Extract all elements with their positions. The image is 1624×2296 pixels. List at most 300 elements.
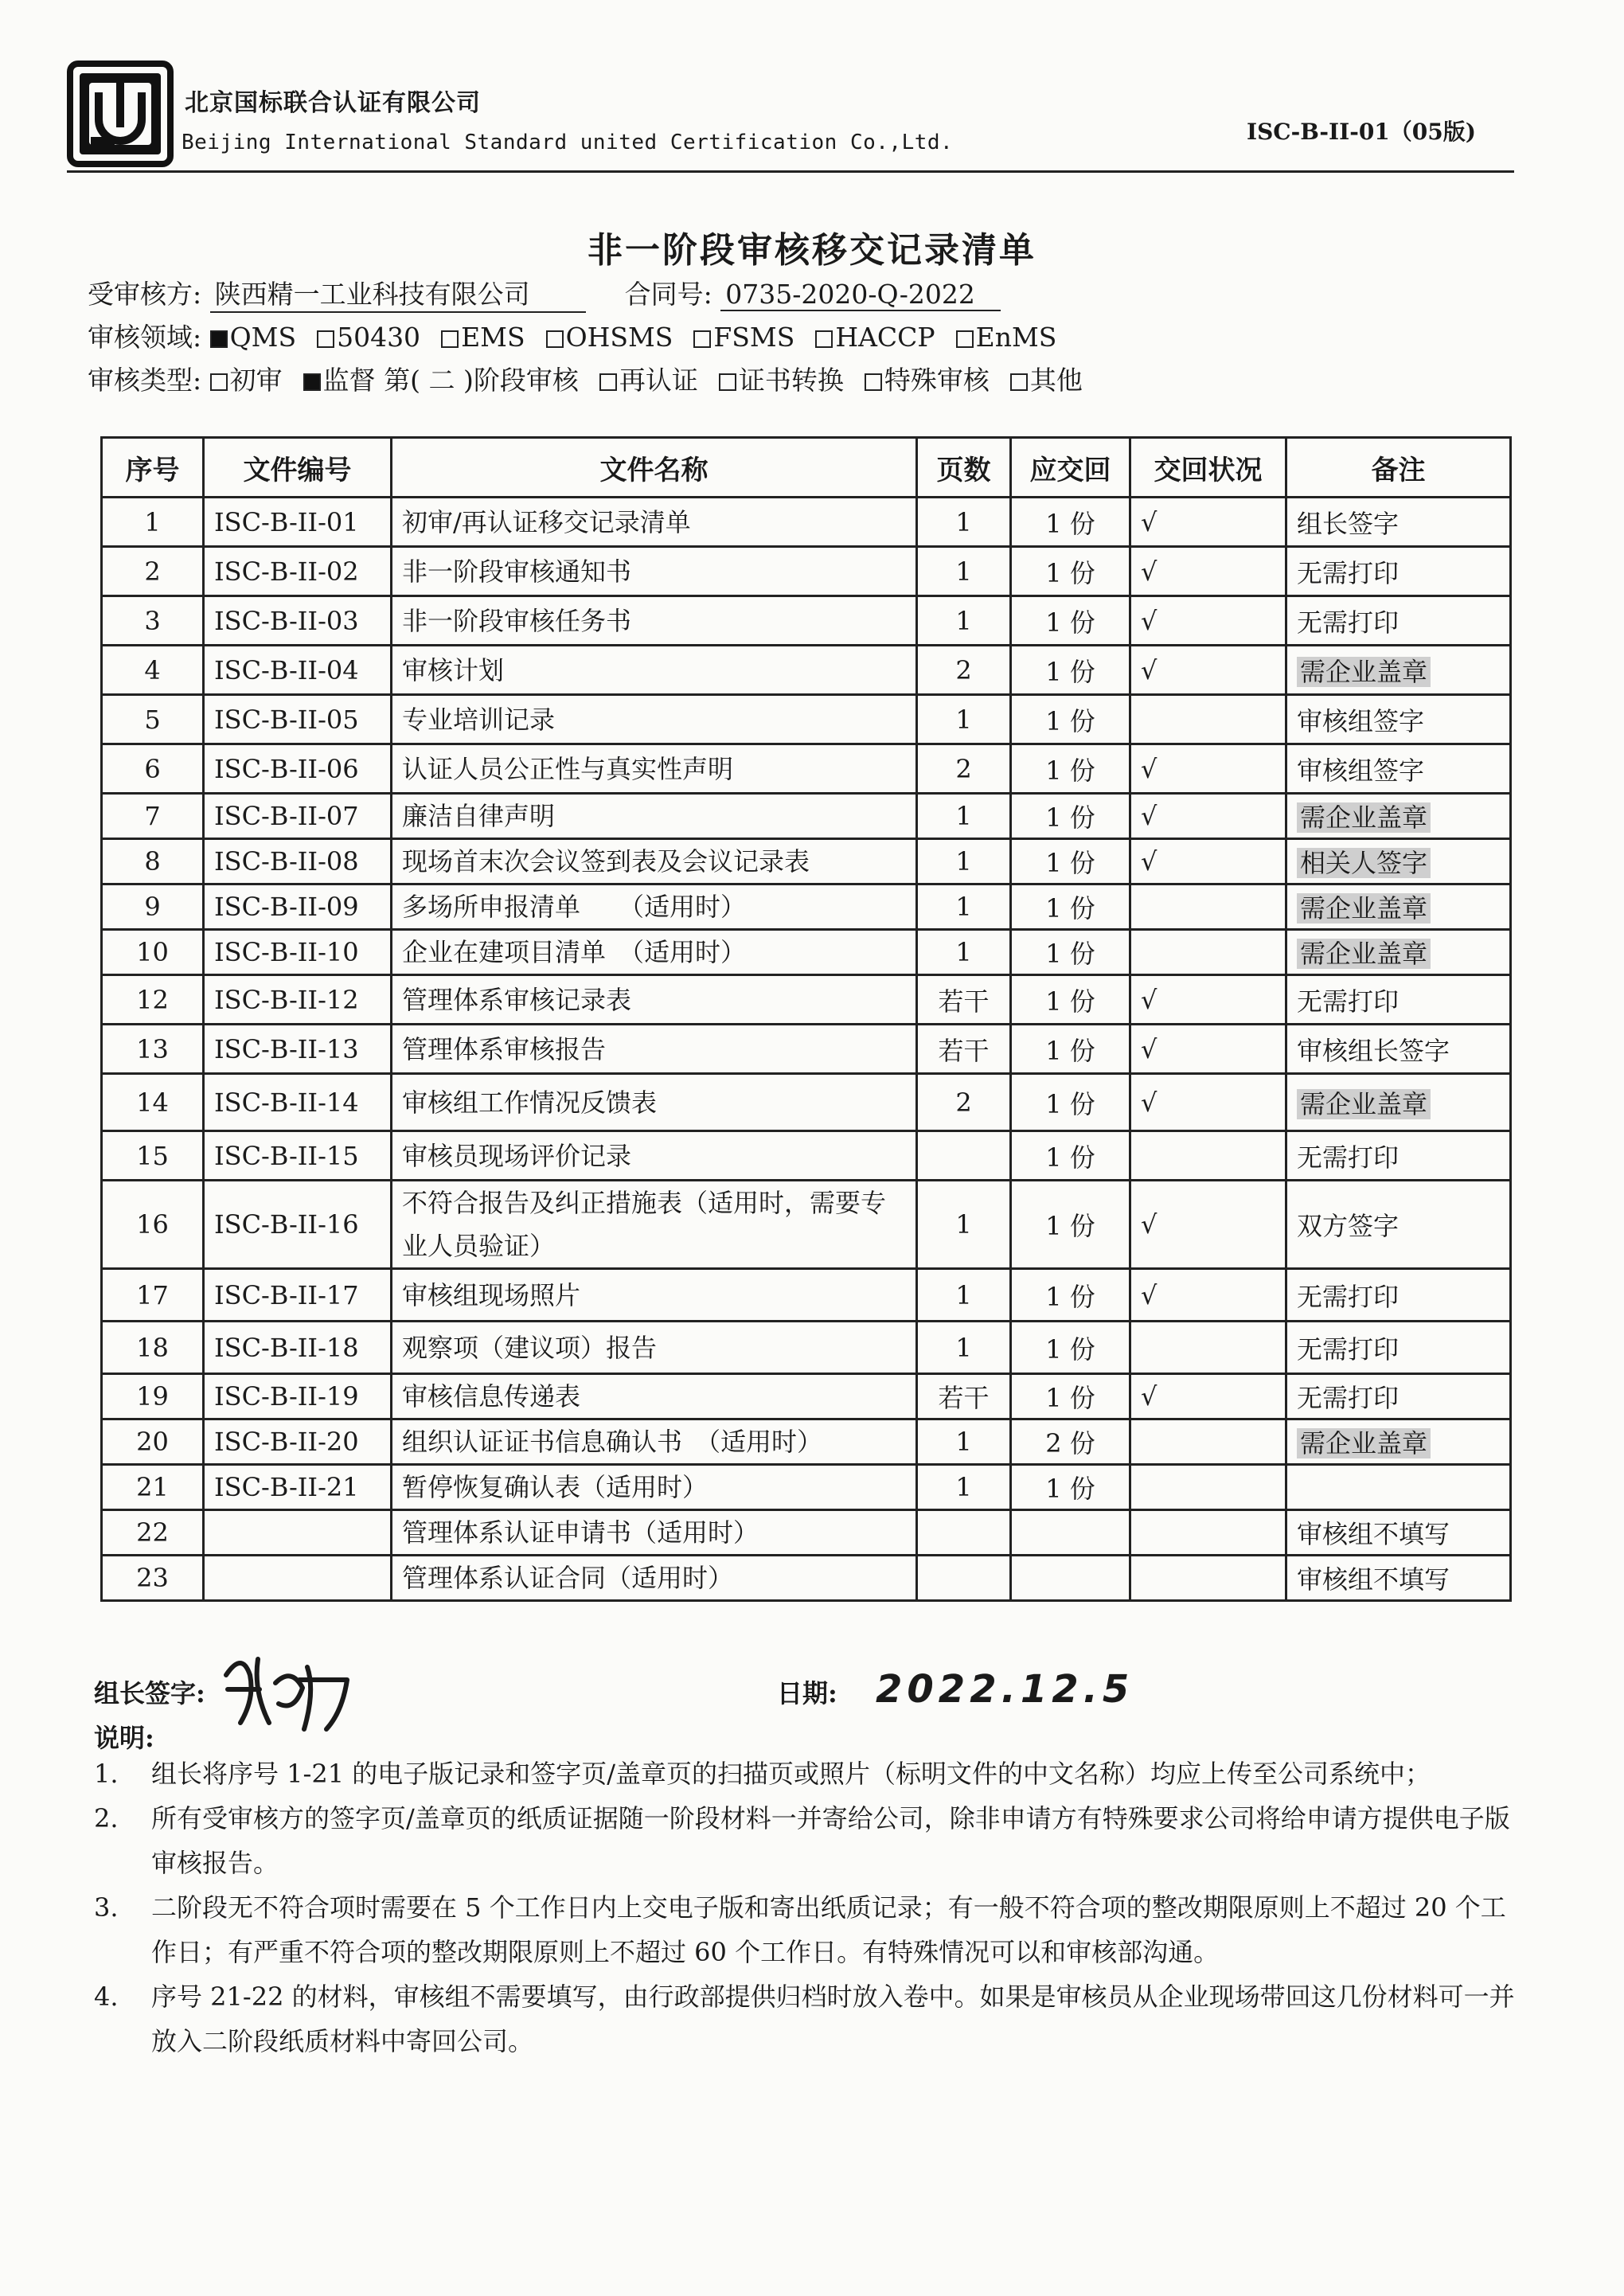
page-count: 1 bbox=[955, 556, 972, 587]
copies-due: 1 份 bbox=[1045, 1088, 1095, 1119]
row-number: 13 bbox=[136, 1033, 169, 1064]
remark-cell bbox=[1286, 1419, 1511, 1465]
remark-cell bbox=[1286, 596, 1511, 646]
checked-box-icon bbox=[210, 330, 228, 348]
remark-cell bbox=[1286, 839, 1511, 884]
copies-due-cell bbox=[1011, 646, 1130, 695]
file-code-cell bbox=[204, 547, 392, 596]
page-count-cell bbox=[917, 794, 1011, 839]
audit-domain-label: 审核领域: bbox=[88, 322, 202, 353]
audit-domain-option-label: HACCP bbox=[835, 322, 935, 353]
remark: 相关人签字 bbox=[1297, 848, 1431, 878]
page-count-cell bbox=[917, 1181, 1011, 1269]
file-code-cell bbox=[204, 1025, 392, 1074]
page-count-cell bbox=[917, 1556, 1011, 1601]
copies-due: 1 份 bbox=[1045, 986, 1095, 1017]
file-code: ISC-B-II-13 bbox=[214, 1033, 359, 1064]
row-number: 21 bbox=[136, 1472, 169, 1502]
audit-domain-option bbox=[693, 322, 794, 353]
table-row bbox=[102, 547, 1511, 596]
page-count-cell bbox=[917, 547, 1011, 596]
row-number-cell bbox=[102, 1181, 204, 1269]
return-status: √ bbox=[1141, 1087, 1157, 1118]
remark: 无需打印 bbox=[1297, 1383, 1400, 1413]
return-status: √ bbox=[1141, 1033, 1157, 1064]
page-count: 1 bbox=[955, 605, 972, 636]
file-code-cell bbox=[204, 1074, 392, 1131]
page-count: 1 bbox=[955, 1209, 972, 1240]
audit-domain-option bbox=[317, 322, 420, 353]
column-header: 序号 bbox=[102, 438, 204, 498]
row-number-cell bbox=[102, 1269, 204, 1322]
copies-due: 1 份 bbox=[1045, 802, 1095, 833]
row-number: 23 bbox=[136, 1563, 169, 1593]
audit-type-line bbox=[88, 360, 1103, 397]
table-row bbox=[102, 930, 1511, 975]
remark-cell bbox=[1286, 1510, 1511, 1556]
row-number-cell bbox=[102, 839, 204, 884]
copies-due-cell bbox=[1011, 498, 1130, 547]
remark-cell bbox=[1286, 1322, 1511, 1374]
file-name-cell bbox=[392, 744, 917, 794]
file-code: ISC-B-II-21 bbox=[214, 1472, 359, 1502]
company-logo bbox=[67, 61, 174, 167]
copies-due: 1 份 bbox=[1045, 656, 1095, 687]
file-name-cell bbox=[392, 1556, 917, 1601]
audit-domain-option bbox=[815, 322, 935, 353]
table-row bbox=[102, 1322, 1511, 1374]
return-status: √ bbox=[1141, 506, 1157, 537]
file-name: 管理体系认证申请书（适用时） bbox=[402, 1517, 759, 1548]
copies-due: 1 份 bbox=[1045, 1211, 1095, 1241]
page-count-cell bbox=[917, 1074, 1011, 1131]
remark-cell bbox=[1286, 794, 1511, 839]
column-header: 页数 bbox=[917, 438, 1011, 498]
audit-type-option bbox=[210, 365, 283, 396]
remark-cell bbox=[1286, 1556, 1511, 1601]
page-count: 1 bbox=[955, 704, 972, 735]
date-value: 2022.12.5 bbox=[876, 1667, 1134, 1712]
file-name-cell bbox=[392, 1322, 917, 1374]
copies-due-cell bbox=[1011, 1074, 1130, 1131]
copies-due: 2 份 bbox=[1045, 1428, 1095, 1458]
audit-type-option-label: 其他 bbox=[1029, 365, 1083, 396]
file-code: ISC-B-II-15 bbox=[214, 1140, 359, 1171]
return-status-cell bbox=[1130, 1025, 1286, 1074]
page-count: 1 bbox=[955, 892, 972, 922]
return-status-cell bbox=[1130, 1181, 1286, 1269]
file-name-cell bbox=[392, 596, 917, 646]
file-name-cell bbox=[392, 1269, 917, 1322]
page-count-cell bbox=[917, 1510, 1011, 1556]
note-number: 4. bbox=[94, 1982, 119, 2012]
file-name: 现场首末次会议签到表及会议记录表 bbox=[402, 846, 810, 877]
page-count-cell bbox=[917, 1025, 1011, 1074]
file-name: 审核组工作情况反馈表 bbox=[402, 1087, 658, 1118]
file-name-cell bbox=[392, 498, 917, 547]
file-name: 管理体系审核记录表 bbox=[402, 984, 632, 1015]
file-code: ISC-B-II-02 bbox=[214, 556, 359, 587]
note-number: 1. bbox=[94, 1759, 119, 1789]
return-status: √ bbox=[1141, 654, 1157, 685]
row-number-cell bbox=[102, 1419, 204, 1465]
file-code-cell bbox=[204, 1131, 392, 1181]
page-count: 1 bbox=[955, 1332, 972, 1363]
remark-cell bbox=[1286, 695, 1511, 744]
page-count: 1 bbox=[955, 937, 972, 967]
row-number-cell bbox=[102, 1322, 204, 1374]
file-code-cell bbox=[204, 1556, 392, 1601]
row-number-cell bbox=[102, 646, 204, 695]
audit-domain-line bbox=[88, 317, 1077, 354]
remark: 审核组签字 bbox=[1297, 705, 1425, 736]
return-status-cell bbox=[1130, 1419, 1286, 1465]
audit-type-label: 审核类型: bbox=[88, 365, 202, 396]
remark-cell bbox=[1286, 1181, 1511, 1269]
page-count: 1 bbox=[955, 506, 972, 537]
return-status-cell bbox=[1130, 930, 1286, 975]
file-code-cell bbox=[204, 1322, 392, 1374]
page-count-cell bbox=[917, 646, 1011, 695]
unchecked-box-icon bbox=[210, 373, 228, 391]
auditee-line bbox=[88, 274, 1001, 313]
copies-due: 1 份 bbox=[1045, 557, 1095, 588]
checked-box-icon bbox=[303, 373, 321, 391]
row-number-cell bbox=[102, 930, 204, 975]
remark-cell bbox=[1286, 884, 1511, 930]
row-number: 5 bbox=[144, 704, 161, 735]
remark: 双方签字 bbox=[1297, 1211, 1400, 1241]
document-title: 非一阶段审核移交记录清单 bbox=[588, 230, 1036, 271]
file-name: 审核组现场照片 bbox=[402, 1279, 581, 1310]
file-code: ISC-B-II-06 bbox=[214, 753, 359, 784]
remark-cell bbox=[1286, 1131, 1511, 1181]
copies-due-cell bbox=[1011, 975, 1130, 1025]
unchecked-box-icon bbox=[599, 373, 617, 391]
contract-value: 0735-2020-Q-2022 bbox=[720, 279, 1001, 311]
page-count-cell bbox=[917, 744, 1011, 794]
return-status-cell bbox=[1130, 695, 1286, 744]
audit-type-option bbox=[1010, 365, 1083, 396]
file-name: 管理体系认证合同（适用时） bbox=[402, 1563, 734, 1593]
unchecked-box-icon bbox=[317, 330, 334, 348]
row-number: 12 bbox=[136, 984, 169, 1015]
table-row bbox=[102, 839, 1511, 884]
file-code-cell bbox=[204, 646, 392, 695]
audit-type-option bbox=[865, 365, 990, 396]
copies-due: 1 份 bbox=[1045, 705, 1095, 736]
return-status-cell bbox=[1130, 646, 1286, 695]
copies-due: 1 份 bbox=[1045, 893, 1095, 923]
return-status: √ bbox=[1141, 1209, 1157, 1240]
return-status: √ bbox=[1141, 846, 1157, 877]
row-number: 19 bbox=[136, 1381, 169, 1412]
return-status-cell bbox=[1130, 1074, 1286, 1131]
remark-cell bbox=[1286, 1025, 1511, 1074]
file-name: 专业培训记录 bbox=[402, 704, 556, 735]
file-code-cell bbox=[204, 1419, 392, 1465]
form-code: ISC-B-II-01（05版) bbox=[1246, 119, 1476, 145]
remark: 需企业盖章 bbox=[1297, 1089, 1431, 1119]
unchecked-box-icon bbox=[1010, 373, 1028, 391]
row-number-cell bbox=[102, 547, 204, 596]
copies-due-cell bbox=[1011, 1025, 1130, 1074]
copies-due-cell bbox=[1011, 1269, 1130, 1322]
copies-due: 1 份 bbox=[1045, 755, 1095, 786]
remark-cell bbox=[1286, 1465, 1511, 1510]
copies-due-cell bbox=[1011, 1322, 1130, 1374]
note-number: 3. bbox=[94, 1892, 119, 1923]
table-row bbox=[102, 1074, 1511, 1131]
page-count-cell bbox=[917, 596, 1011, 646]
audit-type-option-label: 再认证 bbox=[619, 365, 698, 396]
copies-due-cell bbox=[1011, 695, 1130, 744]
page-count: 1 bbox=[955, 1427, 972, 1457]
leader-signature bbox=[212, 1643, 363, 1739]
file-name-cell bbox=[392, 695, 917, 744]
file-name: 组织认证证书信息确认书 （适用时） bbox=[402, 1427, 823, 1457]
table-row bbox=[102, 498, 1511, 547]
copies-due-cell bbox=[1011, 1465, 1130, 1510]
file-name-cell bbox=[392, 1465, 917, 1510]
remark: 审核组不填写 bbox=[1297, 1519, 1450, 1549]
file-code: ISC-B-II-14 bbox=[214, 1087, 359, 1118]
remark: 无需打印 bbox=[1297, 1281, 1400, 1312]
column-header: 交回状况 bbox=[1130, 438, 1286, 498]
audit-type-option bbox=[303, 365, 579, 396]
page-count: 1 bbox=[955, 846, 972, 877]
file-name: 初审/再认证移交记录清单 bbox=[402, 506, 691, 537]
copies-due-cell bbox=[1011, 1131, 1130, 1181]
table-row bbox=[102, 744, 1511, 794]
copies-due-cell bbox=[1011, 1510, 1130, 1556]
remark: 无需打印 bbox=[1297, 1333, 1400, 1365]
remark: 无需打印 bbox=[1297, 607, 1400, 638]
table-row bbox=[102, 1465, 1511, 1510]
table-row bbox=[102, 975, 1511, 1025]
note-item bbox=[94, 1796, 1519, 1885]
file-name: 非一阶段审核通知书 bbox=[402, 556, 632, 587]
row-number: 16 bbox=[136, 1209, 169, 1240]
file-name-cell bbox=[392, 646, 917, 695]
note-text: 所有受审核方的签字页/盖章页的纸质证据随一阶段材料一并寄给公司，除非申请方有特殊要求公司将给申请方提供电子版审核报告。 bbox=[151, 1803, 1510, 1878]
table-row bbox=[102, 1181, 1511, 1269]
page-count-cell bbox=[917, 1131, 1011, 1181]
row-number: 8 bbox=[144, 846, 161, 877]
contract-label: 合同号: bbox=[624, 279, 712, 310]
file-name-cell bbox=[392, 1131, 917, 1181]
return-status-cell bbox=[1130, 884, 1286, 930]
row-number: 7 bbox=[144, 801, 161, 831]
page-count: 1 bbox=[955, 1472, 972, 1502]
unchecked-box-icon bbox=[956, 330, 974, 348]
file-code-cell bbox=[204, 794, 392, 839]
unchecked-box-icon bbox=[865, 373, 882, 391]
remark-cell bbox=[1286, 1374, 1511, 1419]
copies-due-cell bbox=[1011, 839, 1130, 884]
table-row bbox=[102, 1419, 1511, 1465]
audit-domain-option bbox=[210, 322, 296, 353]
note-item bbox=[94, 1751, 1519, 1796]
row-number-cell bbox=[102, 1131, 204, 1181]
file-code-cell bbox=[204, 1181, 392, 1269]
file-code-cell bbox=[204, 839, 392, 884]
note-item bbox=[94, 1885, 1519, 1974]
return-status-cell bbox=[1130, 744, 1286, 794]
note-text: 二阶段无不符合项时需要在 5 个工作日内上交电子版和寄出纸质记录；有一般不符合项的整改期限原则上不超过 20 个工作日；有严重不符合项的整改期限原则上不超过 60 个工作日。有特殊情况可以和审核部沟通。 bbox=[151, 1892, 1506, 1967]
row-number-cell bbox=[102, 744, 204, 794]
row-number: 17 bbox=[136, 1279, 169, 1310]
row-number: 2 bbox=[144, 556, 161, 587]
file-code-cell bbox=[204, 930, 392, 975]
copies-due-cell bbox=[1011, 930, 1130, 975]
return-status-cell bbox=[1130, 1465, 1286, 1510]
transfer-record-table bbox=[100, 436, 1512, 1602]
file-name: 管理体系审核报告 bbox=[402, 1033, 607, 1064]
copies-due: 1 份 bbox=[1045, 1333, 1095, 1365]
remark: 需企业盖章 bbox=[1297, 657, 1431, 687]
page-count: 2 bbox=[955, 654, 972, 685]
table-row bbox=[102, 1510, 1511, 1556]
file-name-cell bbox=[392, 1419, 917, 1465]
audit-type-option bbox=[719, 365, 844, 396]
file-name-cell bbox=[392, 1074, 917, 1131]
file-name-cell bbox=[392, 1374, 917, 1419]
copies-due-cell bbox=[1011, 794, 1130, 839]
copies-due: 1 份 bbox=[1045, 939, 1095, 969]
file-code-cell bbox=[204, 1510, 392, 1556]
unchecked-box-icon bbox=[441, 330, 459, 348]
return-status-cell bbox=[1130, 1510, 1286, 1556]
copies-due: 1 份 bbox=[1045, 848, 1095, 878]
file-name: 多场所申报清单 （适用时） bbox=[402, 892, 747, 922]
file-code: ISC-B-II-09 bbox=[214, 892, 359, 922]
unchecked-box-icon bbox=[546, 330, 564, 348]
table-row bbox=[102, 1025, 1511, 1074]
page-count-cell bbox=[917, 1269, 1011, 1322]
file-name-cell bbox=[392, 930, 917, 975]
table-row bbox=[102, 695, 1511, 744]
file-name-cell bbox=[392, 839, 917, 884]
row-number-cell bbox=[102, 596, 204, 646]
row-number-cell bbox=[102, 1465, 204, 1510]
file-name: 非一阶段审核任务书 bbox=[402, 605, 632, 636]
leader-signature-label: 组长签字: bbox=[94, 1678, 205, 1708]
row-number-cell bbox=[102, 884, 204, 930]
page-count-cell bbox=[917, 1322, 1011, 1374]
file-name: 审核员现场评价记录 bbox=[402, 1140, 632, 1171]
copies-due: 1 份 bbox=[1045, 1281, 1095, 1312]
table-row bbox=[102, 1269, 1511, 1322]
remark: 无需打印 bbox=[1297, 557, 1400, 588]
file-code: ISC-B-II-18 bbox=[214, 1332, 359, 1363]
row-number: 1 bbox=[144, 506, 161, 537]
table-row bbox=[102, 884, 1511, 930]
copies-due-cell bbox=[1011, 596, 1130, 646]
notes-label: 说明: bbox=[94, 1723, 154, 1753]
unchecked-box-icon bbox=[693, 330, 711, 348]
note-item bbox=[94, 1974, 1519, 2064]
row-number: 10 bbox=[136, 937, 169, 967]
file-code-cell bbox=[204, 744, 392, 794]
file-code: ISC-B-II-20 bbox=[214, 1427, 359, 1457]
company-name-cn: 北京国标联合认证有限公司 bbox=[185, 89, 481, 117]
audit-domain-option-label: EnMS bbox=[975, 322, 1057, 353]
copies-due: 1 份 bbox=[1045, 1035, 1095, 1066]
column-header: 文件名称 bbox=[392, 438, 917, 498]
audit-domain-option bbox=[546, 322, 673, 353]
file-code: ISC-B-II-16 bbox=[214, 1209, 359, 1240]
file-code-cell bbox=[204, 596, 392, 646]
copies-due-cell bbox=[1011, 1556, 1130, 1601]
remark: 审核组长签字 bbox=[1297, 1035, 1450, 1066]
audit-type-option-label: 初审 bbox=[229, 365, 283, 396]
row-number-cell bbox=[102, 695, 204, 744]
file-code-cell bbox=[204, 975, 392, 1025]
file-name-cell bbox=[392, 1181, 917, 1269]
header-divider bbox=[67, 170, 1514, 173]
audit-type-option-label: 证书转换 bbox=[738, 365, 844, 396]
notes-list bbox=[94, 1751, 1519, 2064]
note-text: 组长将序号 1-21 的电子版记录和签字页/盖章页的扫描页或照片（标明文件的中文名称）均应上传至公司系统中； bbox=[151, 1759, 1431, 1789]
table-header-row bbox=[102, 438, 1511, 498]
file-code-cell bbox=[204, 1374, 392, 1419]
remark-cell bbox=[1286, 1269, 1511, 1322]
file-name-cell bbox=[392, 975, 917, 1025]
file-code: ISC-B-II-03 bbox=[214, 605, 359, 636]
page-count: 1 bbox=[955, 1279, 972, 1310]
return-status: √ bbox=[1141, 1279, 1157, 1310]
remark: 组长签字 bbox=[1297, 508, 1400, 539]
audit-domain-option-label: 50430 bbox=[337, 322, 421, 353]
file-code: ISC-B-II-08 bbox=[214, 846, 359, 877]
file-code-cell bbox=[204, 1465, 392, 1510]
page-count: 1 bbox=[955, 801, 972, 831]
return-status-cell bbox=[1130, 1269, 1286, 1322]
return-status: √ bbox=[1141, 984, 1157, 1015]
page-count-cell bbox=[917, 1465, 1011, 1510]
copies-due-cell bbox=[1011, 547, 1130, 596]
copies-due-cell bbox=[1011, 1374, 1130, 1419]
remark: 需企业盖章 bbox=[1297, 1428, 1431, 1458]
file-code-cell bbox=[204, 884, 392, 930]
row-number: 14 bbox=[136, 1087, 169, 1118]
page-count: 2 bbox=[955, 1087, 972, 1118]
return-status: √ bbox=[1141, 605, 1157, 636]
row-number: 18 bbox=[136, 1332, 169, 1363]
audit-type-option-label: 特殊审核 bbox=[884, 365, 990, 396]
remark: 审核组不填写 bbox=[1297, 1564, 1450, 1595]
file-name-cell bbox=[392, 884, 917, 930]
row-number: 15 bbox=[136, 1140, 169, 1171]
file-code-cell bbox=[204, 1269, 392, 1322]
page-count-cell bbox=[917, 975, 1011, 1025]
page-count-cell bbox=[917, 930, 1011, 975]
file-code: ISC-B-II-01 bbox=[214, 506, 359, 537]
copies-due-cell bbox=[1011, 744, 1130, 794]
return-status-cell bbox=[1130, 1556, 1286, 1601]
return-status-cell bbox=[1130, 1322, 1286, 1374]
row-number-cell bbox=[102, 975, 204, 1025]
return-status-cell bbox=[1130, 794, 1286, 839]
copies-due-cell bbox=[1011, 1419, 1130, 1465]
remark: 需企业盖章 bbox=[1297, 802, 1431, 833]
file-code: ISC-B-II-07 bbox=[214, 801, 359, 831]
remark-cell bbox=[1286, 498, 1511, 547]
audit-domain-options bbox=[210, 322, 1078, 353]
return-status: √ bbox=[1141, 1381, 1157, 1412]
audit-domain-option-label: QMS bbox=[229, 322, 297, 353]
